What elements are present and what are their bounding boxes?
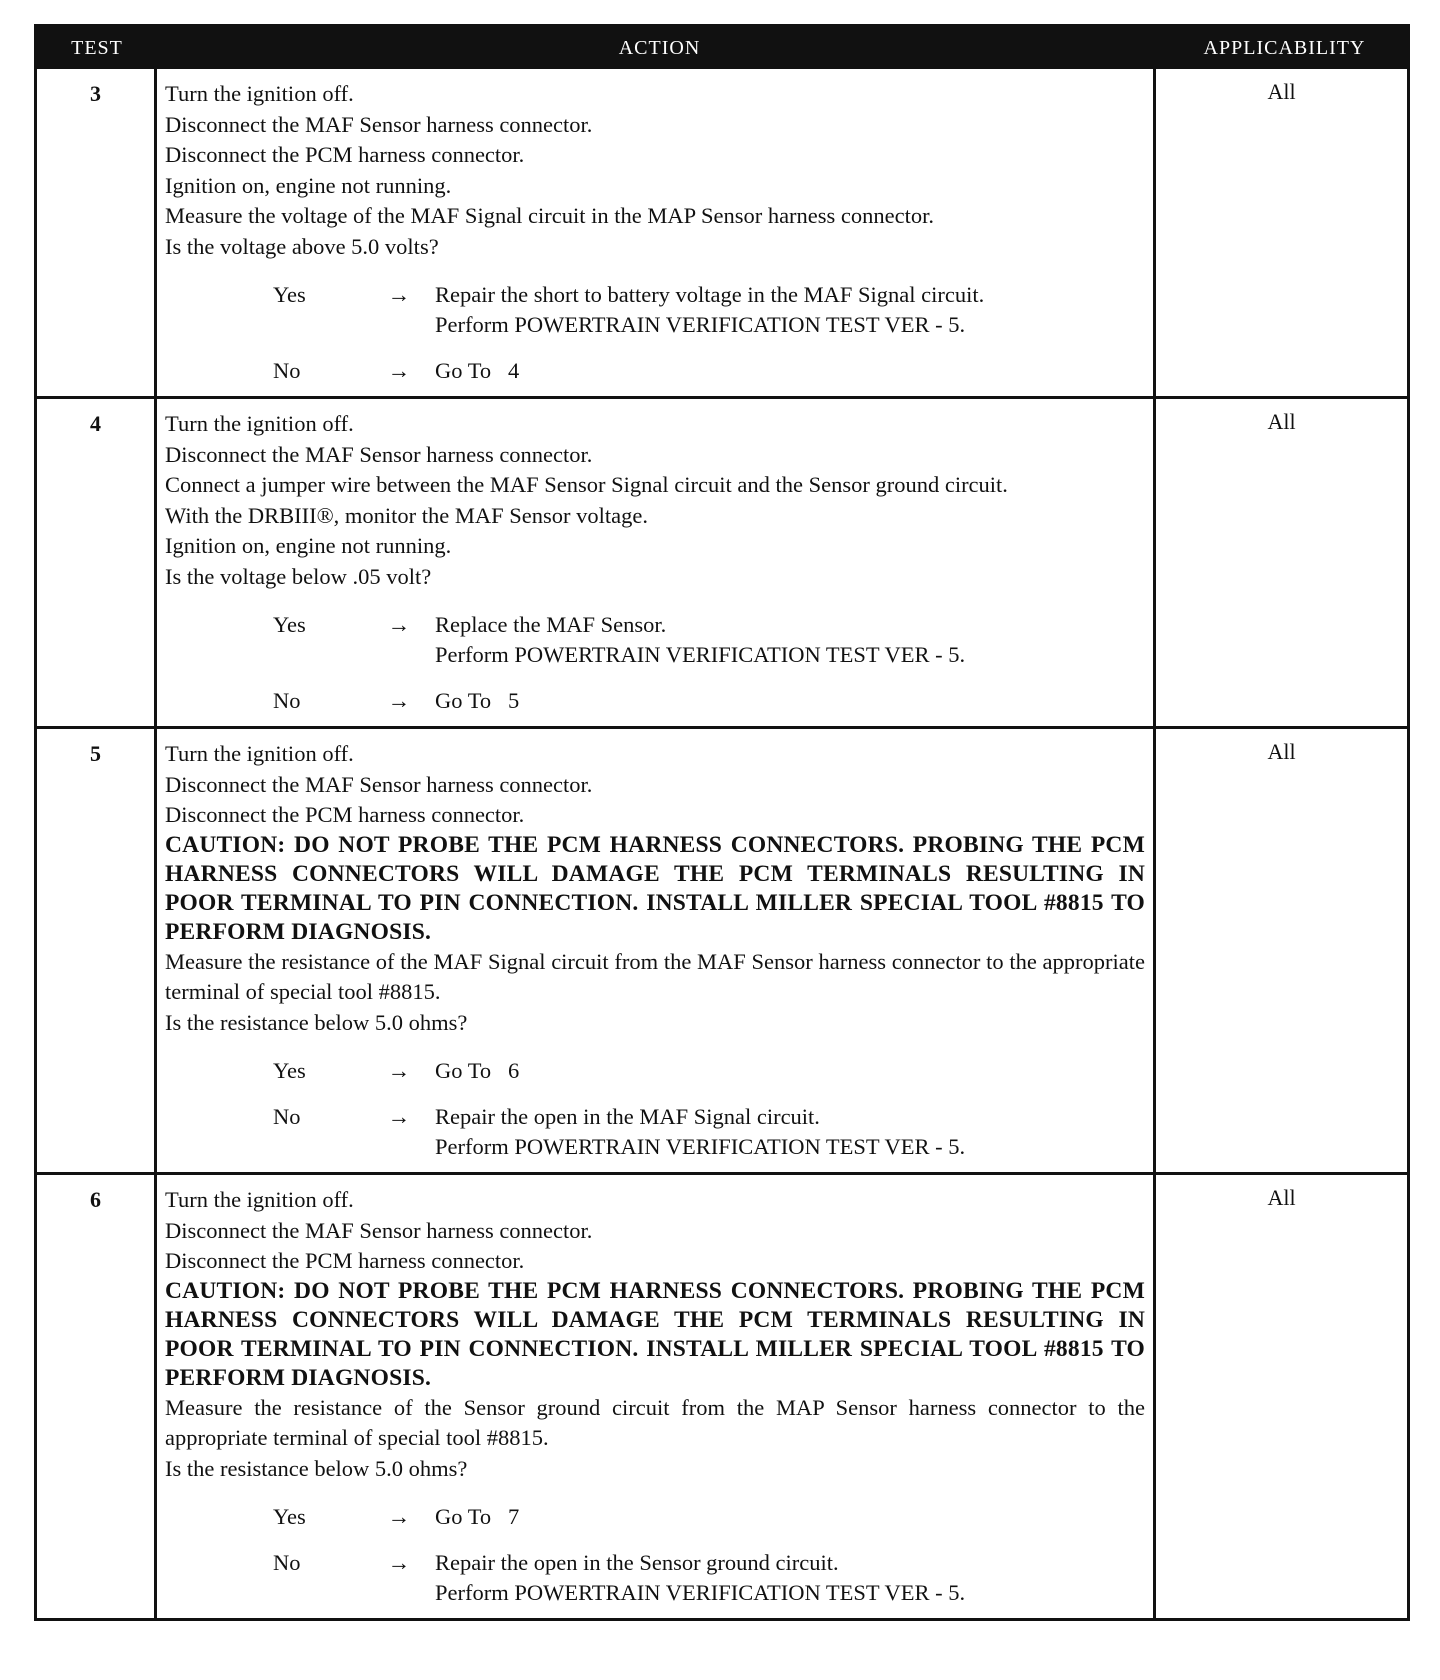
yes-label: Yes: [273, 1504, 306, 1529]
action-step: Disconnect the MAF Sensor harness connector.: [165, 1217, 593, 1243]
yes-outcome: [165, 1502, 1145, 1532]
arrow-icon: →: [387, 1504, 411, 1529]
table-row: [37, 726, 1407, 1172]
result-line: Repair the short to battery voltage in the MAF Signal circuit.: [435, 282, 985, 307]
result-line: Perform POWERTRAIN VERIFICATION TEST VER - 5.: [435, 642, 966, 667]
result-line: Perform POWERTRAIN VERIFICATION TEST VER - 5.: [435, 1580, 966, 1605]
action-step: Connect a jumper wire between the MAF Sensor Signal circuit and the Sensor ground circuit.: [165, 472, 1008, 497]
arrow-icon: →: [387, 1550, 411, 1575]
test-number: 3: [37, 69, 157, 396]
no-result: [419, 356, 1145, 386]
action-step: Ignition on, engine not running.: [165, 533, 452, 558]
action-step: With the DRBIII®, monitor the MAF Sensor voltage.: [165, 502, 649, 528]
header-test: TEST: [37, 27, 160, 69]
result-line: Repair the open in the Sensor ground circuit.: [435, 1550, 839, 1575]
action-question: Is the resistance below 5.0 ohms?: [165, 1455, 468, 1481]
outcomes: [165, 610, 1145, 716]
action-step: Disconnect the MAF Sensor harness connector.: [165, 441, 593, 467]
outcomes: [165, 1056, 1145, 1162]
no-label: No: [273, 358, 301, 383]
applicability-value: All: [1267, 409, 1296, 434]
action-step: Measure the resistance of the Sensor ground circuit from the MAP Sensor harness connector to the appropriate terminal of special tool #8815.: [165, 1394, 1145, 1450]
no-outcome: [165, 686, 1145, 716]
header-applicability: APPLICABILITY: [1203, 36, 1366, 59]
action-step: Turn the ignition off.: [165, 81, 354, 106]
action-question: Is the resistance below 5.0 ohms?: [165, 1009, 468, 1035]
no-outcome: [165, 1548, 1145, 1608]
action-step: Disconnect the PCM harness connector.: [165, 142, 525, 167]
action-question: Is the voltage above 5.0 volts?: [165, 233, 439, 259]
arrow-icon: →: [387, 612, 411, 637]
yes-result: [419, 610, 1145, 670]
result-line: Replace the MAF Sensor.: [435, 612, 667, 637]
table-header: [37, 27, 1407, 69]
test-number: 5: [37, 729, 157, 1172]
action-cell: [157, 1175, 1156, 1618]
arrow-icon: →: [387, 1104, 411, 1129]
action-step: Measure the voltage of the MAF Signal circuit in the MAP Sensor harness connector.: [165, 203, 935, 228]
action-step: Disconnect the PCM harness connector.: [165, 802, 525, 827]
caution-text: CAUTION: DO NOT PROBE THE PCM HARNESS CONNECTORS. PROBING THE PCM HARNESS CONNECTORS WILL DAMAGE THE PCM TERMINALS RESULTING IN POOR TERMINAL TO PIN CONNECTION. INSTALL MILLER SPECIAL TOOL #8815 TO PERFORM DIAGNOSIS.: [165, 831, 1145, 945]
table-row: [37, 1172, 1407, 1618]
test-number: 6: [37, 1175, 157, 1618]
applicability-value: All: [1267, 1185, 1296, 1210]
no-label: No: [273, 688, 301, 713]
action-step: Turn the ignition off.: [165, 411, 354, 436]
caution-text: CAUTION: DO NOT PROBE THE PCM HARNESS CONNECTORS. PROBING THE PCM HARNESS CONNECTORS WILL DAMAGE THE PCM TERMINALS RESULTING IN POOR TERMINAL TO PIN CONNECTION. INSTALL MILLER SPECIAL TOOL #8815 TO PERFORM DIAGNOSIS.: [165, 1277, 1145, 1391]
applicability-value: All: [1267, 79, 1296, 104]
action-cell: [157, 729, 1156, 1172]
action-cell: [157, 69, 1156, 396]
arrow-icon: →: [387, 282, 411, 307]
action-step: Ignition on, engine not running.: [165, 172, 452, 198]
arrow-icon: →: [387, 358, 411, 383]
result-line: Repair the open in the MAF Signal circuit.: [435, 1104, 820, 1129]
no-result: [419, 1548, 1145, 1608]
action-step: Turn the ignition off.: [165, 741, 354, 766]
action-question: Is the voltage below .05 volt?: [165, 563, 432, 589]
result-line: Perform POWERTRAIN VERIFICATION TEST VER - 5.: [435, 312, 966, 337]
outcomes: [165, 1502, 1145, 1608]
action-cell: [157, 399, 1156, 726]
yes-outcome: [165, 1056, 1145, 1086]
diagnostic-table: [34, 24, 1410, 1621]
test-number: 4: [37, 399, 157, 726]
action-step: Measure the resistance of the MAF Signal circuit from the MAF Sensor harness connector to the appropriate terminal of special tool #8815.: [165, 948, 1145, 1004]
yes-result: [419, 1502, 1145, 1532]
result-line: Go To 5: [435, 688, 520, 713]
no-outcome: [165, 356, 1145, 386]
header-action: ACTION: [160, 27, 1162, 69]
arrow-icon: →: [387, 688, 411, 713]
yes-outcome: [165, 280, 1145, 340]
yes-label: Yes: [273, 612, 306, 637]
no-outcome: [165, 1102, 1145, 1162]
action-step: Disconnect the MAF Sensor harness connector.: [165, 771, 593, 797]
result-line: Perform POWERTRAIN VERIFICATION TEST VER - 5.: [435, 1134, 966, 1159]
applicability-value: All: [1267, 739, 1296, 764]
result-line: Go To 7: [435, 1504, 520, 1529]
no-result: [419, 686, 1145, 716]
table-row: [37, 396, 1407, 726]
action-step: Disconnect the PCM harness connector.: [165, 1248, 525, 1273]
yes-result: [419, 280, 1145, 340]
outcomes: [165, 280, 1145, 386]
no-result: [419, 1102, 1145, 1162]
yes-outcome: [165, 610, 1145, 670]
result-line: Go To 4: [435, 358, 520, 383]
arrow-icon: →: [387, 1058, 411, 1083]
yes-result: [419, 1056, 1145, 1086]
action-step: Turn the ignition off.: [165, 1187, 354, 1212]
table-row: [37, 69, 1407, 396]
no-label: No: [273, 1550, 301, 1575]
yes-label: Yes: [273, 282, 306, 307]
no-label: No: [273, 1104, 301, 1129]
yes-label: Yes: [273, 1058, 306, 1083]
action-step: Disconnect the MAF Sensor harness connector.: [165, 111, 593, 137]
result-line: Go To 6: [435, 1058, 520, 1083]
